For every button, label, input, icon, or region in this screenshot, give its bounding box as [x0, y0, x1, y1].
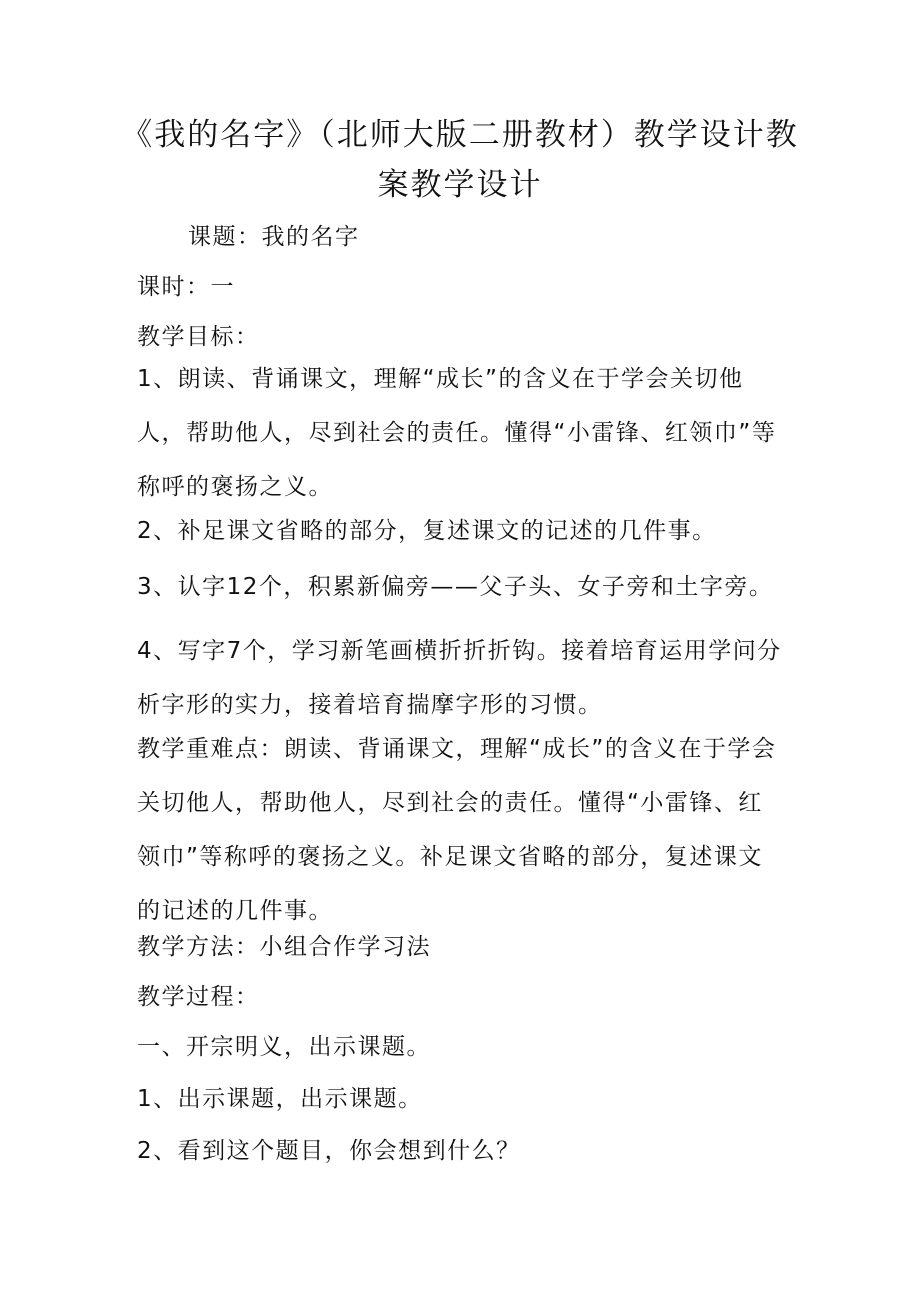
- goal-1: 1、朗读、背诵课文，理解“成长”的含义在于学会关切他人，帮助他人，尽到社会的责任。懂得“小雷锋、红领巾”等称呼的褒扬之义。: [137, 366, 777, 500]
- process-step-1-item-1: 1、出示课题，出示课题。: [137, 1086, 423, 1112]
- goal-3: 3、认字12个，积累新偏旁——父子头、女子旁和土字旁。: [137, 574, 774, 600]
- key-points: 教学重难点：朗读、背诵课文，理解“成长”的含义在于学会关切他人，帮助他人，尽到社会的责任。懂得“小雷锋、红领巾”等称呼的褒扬之义。补足课文省略的部分，复述课文的记述的几件事。: [137, 736, 777, 924]
- process-step-1-item-2: 2、看到这个题目，你会想到什么？: [137, 1138, 521, 1164]
- goal-4: 4、写字7个，学习新笔画横折折折钩。接着培育运用学问分析字形的实力，接着培育揣摩字形的习惯。: [137, 638, 782, 718]
- teaching-process-heading: 教学过程：: [137, 984, 260, 1010]
- teaching-method: 教学方法：小组合作学习法: [137, 934, 431, 960]
- process-step-1: 一、开宗明义，出示课题。: [137, 1034, 431, 1060]
- document-title: 《我的名字》（北师大版二册教材）教学设计教案教学设计: [121, 117, 799, 203]
- lesson-period: 课时：一: [137, 274, 235, 300]
- lesson-topic: 课题：我的名字: [188, 224, 360, 250]
- goal-2: 2、补足课文省略的部分，复述课文的记述的几件事。: [137, 518, 717, 544]
- teaching-goals-heading: 教学目标：: [137, 324, 260, 350]
